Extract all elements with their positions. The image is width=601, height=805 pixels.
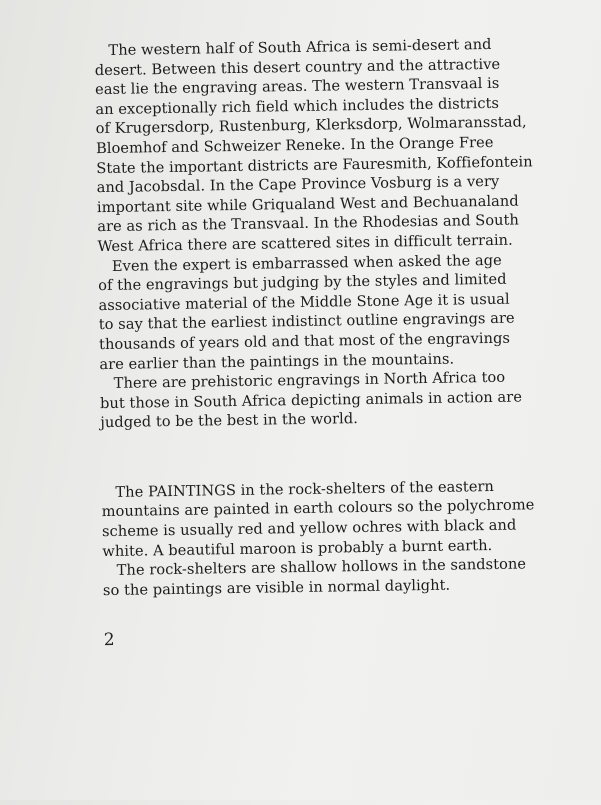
- text-line: to say that the earliest indistinct outline engravings are: [98, 309, 515, 334]
- text-line: The western half of South Africa is semi-desert and: [108, 35, 492, 59]
- text-line: desert. Between this desert country and the attractive: [94, 55, 501, 79]
- page-number: 2: [103, 630, 115, 651]
- paragraph-engraving-areas: [94, 34, 534, 256]
- paragraph-rock-shelters: [103, 555, 541, 601]
- paragraph-north-africa: [100, 367, 538, 433]
- text-line: and Jacobsdal. In the Cape Province Vosburg is a very: [96, 173, 500, 197]
- text-line: of Krugersdorp, Rustenburg, Klerksdorp, Wolmaransstad,: [95, 113, 527, 138]
- text-line: important site while Griqualand West and Bechuanaland: [96, 192, 519, 216]
- text-line: scheme is usually red and yellow ochres with black and: [101, 516, 517, 541]
- text-line: so the paintings are visible in normal daylight.: [102, 576, 451, 599]
- paragraph-paintings: [101, 476, 539, 561]
- text-line: The PAINTINGS in the rock-shelters of the eastern: [115, 477, 495, 501]
- text-line: associative material of the Middle Stone Age it is usual: [98, 290, 510, 314]
- text-line: of the engravings but judging by the styles and limited: [98, 270, 507, 295]
- text-line: thousands of years old and that most of the engravings: [98, 329, 511, 354]
- text-line: judged to be the best in the world.: [100, 410, 358, 432]
- text-line: are as rich as the Transvaal. In the Rhodesias and South: [97, 211, 520, 236]
- text-line: are earlier than the paintings in the mountains.: [99, 350, 455, 373]
- text-line: The rock-shelters are shallow hollows in the sandstone: [116, 555, 527, 580]
- text-line: an exceptionally rich field which includes the districts: [95, 94, 500, 118]
- paragraph-engraving-age: [98, 250, 537, 374]
- text-line: West Africa there are scattered sites in difficult terrain.: [97, 231, 513, 256]
- text-line: There are prehistoric engravings in North Africa too: [113, 368, 506, 393]
- text-line: Even the expert is embarrassed when asked the age: [111, 251, 502, 275]
- text-line: east lie the engraving areas. The western Transvaal is: [94, 75, 500, 99]
- text-line: State the important districts are Fauresmith, Koffiefontein: [96, 152, 533, 177]
- text-line: white. A beautiful maroon is probably a burnt earth.: [102, 536, 493, 560]
- text-line: mountains are painted in earth colours so the polychrome: [101, 496, 535, 521]
- text-line: but those in South Africa depicting animals in action are: [99, 388, 523, 412]
- section-gap: [100, 426, 538, 483]
- text-line: Bloemhof and Schweizer Reneke. In the Orange Free: [95, 133, 494, 158]
